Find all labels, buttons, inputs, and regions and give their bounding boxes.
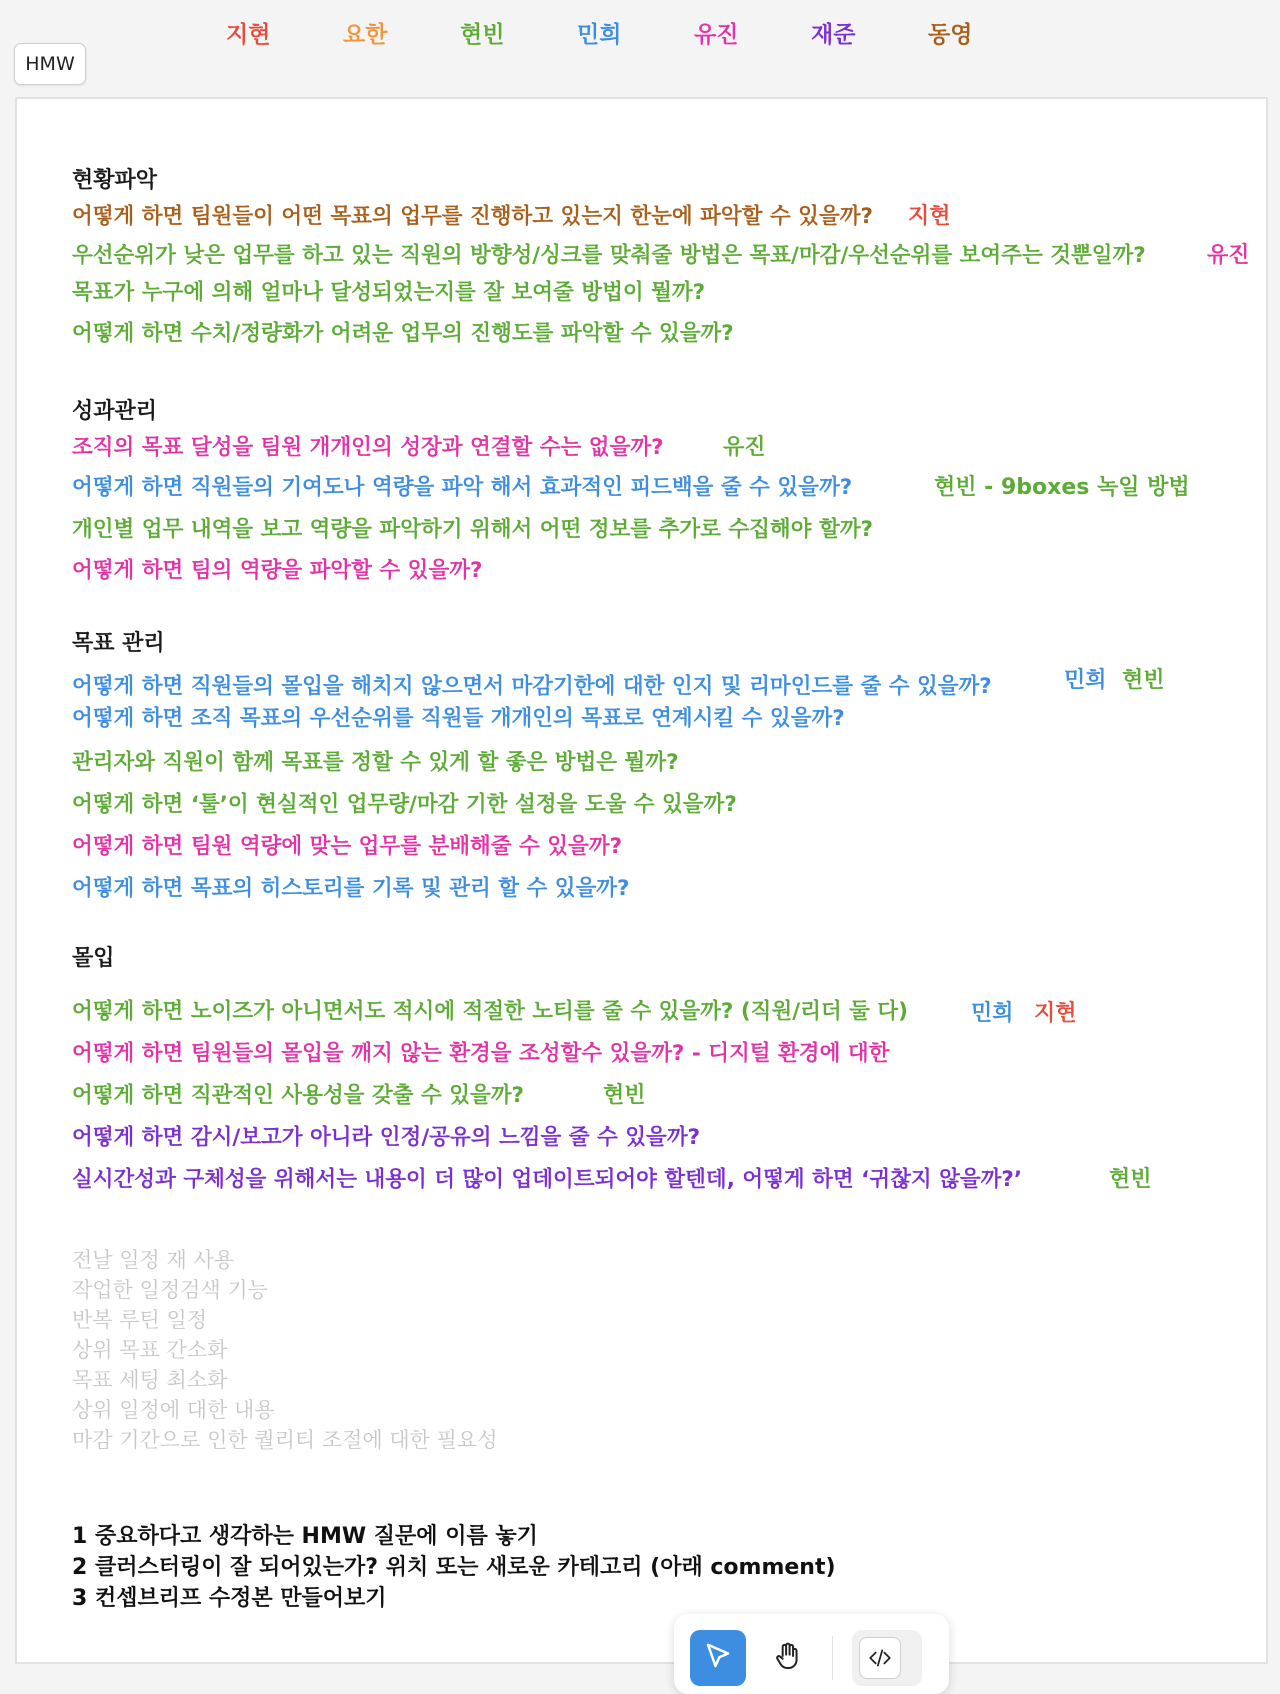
section-title-status: 현황파악 (72, 168, 158, 193)
hmw-item: 개인별 업무 내역을 보고 역량을 파악하기 위해서 어떤 정보를 추가로 수집해야 할까? (72, 517, 873, 542)
idea-note: 작업한 일정검색 기능 (72, 1278, 268, 1302)
author-tag: 현빈 (1109, 1167, 1152, 1192)
hmw-item: 어떻게 하면 팀원 역량에 맞는 업무를 분배해줄 수 있을까? (72, 834, 623, 859)
author-tag: 지현 (908, 204, 951, 229)
hmw-item: 어떻게 하면 직관적인 사용성을 갖출 수 있을까? (72, 1083, 524, 1108)
cursor-icon (703, 1641, 733, 1675)
name-hyunbin: 현빈 (460, 22, 505, 48)
hmw-item: 어떻게 하면 ‘툴’이 현실적인 업무량/마감 기한 설정을 도울 수 있을까? (72, 792, 737, 817)
hmw-item: 어떻게 하면 팀의 역량을 파악할 수 있을까? (72, 558, 483, 583)
hmw-item: 실시간성과 구체성을 위해서는 내용이 더 많이 업데이트되어야 할텐데, 어떻게 하면 ‘귀찮지 않을까?’ (72, 1167, 1023, 1192)
name-dongyoung: 동영 (928, 22, 973, 48)
hmw-frame-label[interactable]: HMW (14, 43, 86, 85)
hand-tool-button[interactable] (760, 1630, 816, 1686)
hmw-item: 어떻게 하면 노이즈가 아니면서도 적시에 적절한 노티를 줄 수 있을까? (직원/리더 둘 다) (72, 999, 908, 1024)
hmw-item: 어떻게 하면 팀원들의 몰입을 깨지 않는 환경을 조성할수 있을까? - 디지털 환경에 대한 (72, 1041, 890, 1066)
todo-item: 3 컨셉브리프 수정본 만들어보기 (72, 1586, 387, 1611)
name-minhee: 민희 (577, 22, 622, 48)
hmw-item: 어떻게 하면 팀원들이 어떤 목표의 업무를 진행하고 있는지 한눈에 파악할 수 있을까? (72, 204, 873, 229)
idea-note: 상위 목표 간소화 (72, 1338, 228, 1362)
idea-note: 마감 기간으로 인한 퀄리티 조절에 대한 필요성 (72, 1428, 498, 1452)
idea-note: 전날 일정 재 사용 (72, 1248, 235, 1272)
toolbar-divider (832, 1636, 833, 1680)
author-tag: 지현 (1034, 1001, 1077, 1026)
idea-note: 상위 일정에 대한 내용 (72, 1398, 275, 1422)
name-jihyun: 지현 (226, 22, 271, 48)
author-tag: 민희 (1064, 668, 1107, 693)
code-tool-button[interactable] (852, 1630, 922, 1686)
section-title-goals: 목표 관리 (72, 631, 165, 656)
cursor-tool-button[interactable] (690, 1630, 746, 1686)
name-jaejun: 재준 (811, 22, 856, 48)
author-tag: 민희 (971, 1001, 1014, 1026)
canvas-toolbar (674, 1614, 949, 1694)
hmw-item: 어떻게 하면 수치/정량화가 어려운 업무의 진행도를 파악할 수 있을까? (72, 321, 734, 346)
section-title-performance: 성과관리 (72, 399, 158, 424)
author-tag: 유진 (723, 435, 766, 460)
todo-item: 2 클러스터링이 잘 되어있는가? 위치 또는 새로운 카테고리 (아래 comment) (72, 1555, 836, 1580)
hmw-item: 어떻게 하면 직원들의 몰입을 해치지 않으면서 마감기한에 대한 인지 및 리마인드를 줄 수 있을까? (72, 674, 992, 699)
hmw-item: 어떻게 하면 목표의 히스토리를 기록 및 관리 할 수 있을까? (72, 876, 630, 901)
hmw-item: 어떻게 하면 감시/보고가 아니라 인정/공유의 느낌을 줄 수 있을까? (72, 1125, 701, 1150)
hand-icon (772, 1640, 804, 1676)
name-yujin: 유진 (694, 22, 739, 48)
hmw-item: 조직의 목표 달성을 팀원 개개인의 성장과 연결할 수는 없을까? (72, 435, 664, 460)
hmw-item: 어떻게 하면 직원들의 기여도나 역량을 파악 해서 효과적인 피드백을 줄 수 있을까? (72, 475, 853, 500)
author-tag: 현빈 (603, 1083, 646, 1108)
hmw-item: 목표가 누구에 의해 얼마나 달성되었는지를 잘 보여줄 방법이 뭘까? (72, 280, 706, 305)
author-tag: 현빈 - 9boxes 녹일 방법 (934, 475, 1190, 500)
idea-note: 목표 세팅 최소화 (72, 1368, 228, 1392)
author-tag: 현빈 (1122, 668, 1165, 693)
hmw-board[interactable] (15, 97, 1268, 1664)
section-title-focus: 몰입 (72, 946, 115, 971)
hmw-item: 우선순위가 낮은 업무를 하고 있는 직원의 방향성/싱크를 맞춰줄 방법은 목표/마감/우선순위를 보여주는 것뿐일까? (72, 243, 1146, 268)
participant-legend (0, 12, 1280, 52)
todo-item: 1 중요하다고 생각하는 HMW 질문에 이름 놓기 (72, 1524, 538, 1549)
hmw-item: 관리자와 직원이 함께 목표를 정할 수 있게 할 좋은 방법은 뭘까? (72, 750, 679, 775)
author-tag: 유진 (1207, 243, 1250, 268)
code-icon (859, 1637, 901, 1679)
idea-note: 반복 루틴 일정 (72, 1308, 208, 1332)
hmw-item: 어떻게 하면 조직 목표의 우선순위를 직원들 개개인의 목표로 연계시킬 수 있을까? (72, 706, 845, 731)
name-yohan: 요한 (343, 22, 388, 48)
